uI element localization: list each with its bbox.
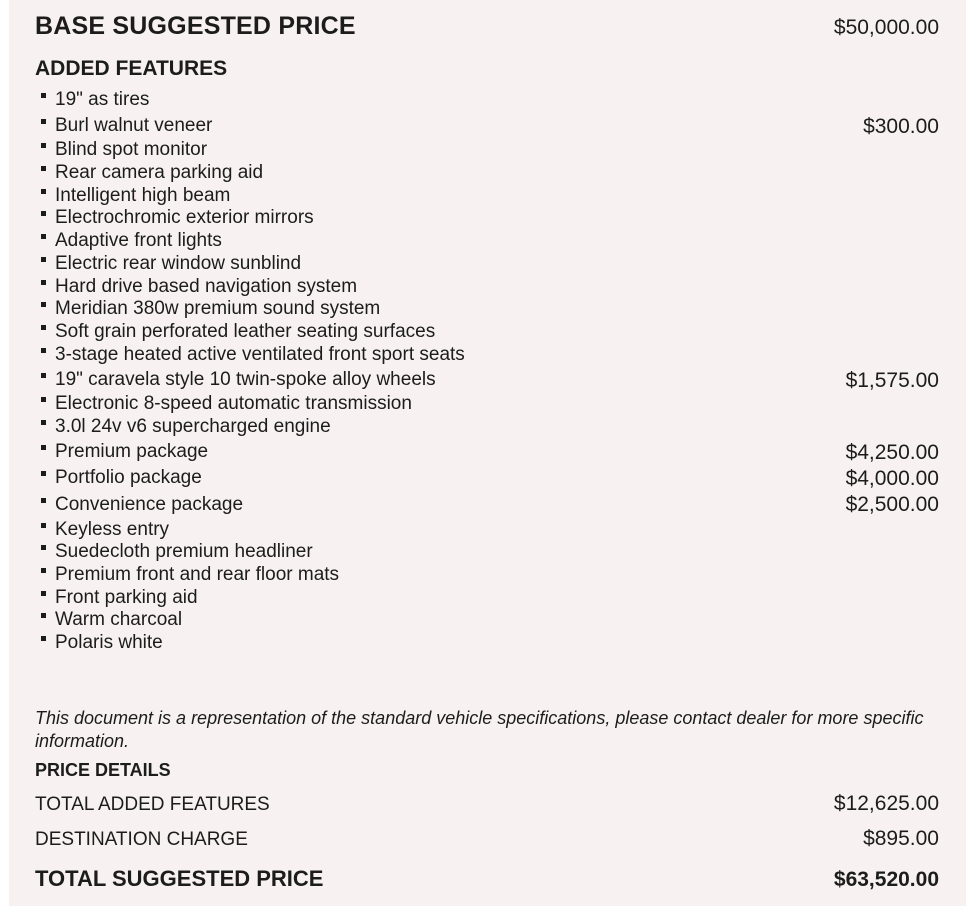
list-item (35, 609, 939, 631)
feature-label: Electric rear window sunblind (55, 253, 302, 274)
list-item (35, 416, 939, 438)
bullet-icon (41, 302, 46, 307)
list-item (35, 253, 939, 275)
feature-label: 19" caravela style 10 twin-spoke alloy wheels (55, 369, 436, 390)
list-item (35, 344, 939, 366)
bullet-icon (41, 498, 46, 503)
base-price-value: $50,000.00 (833, 16, 939, 39)
bullet-icon (41, 325, 46, 330)
feature-label: Electronic 8-speed automatic transmission (55, 393, 412, 414)
feature-label: Polaris white (55, 632, 163, 653)
bullet-icon (41, 636, 46, 641)
bullet-icon (41, 143, 46, 148)
destination-charge-label: DESTINATION CHARGE (35, 829, 248, 850)
total-added-features-label: TOTAL ADDED FEATURES (35, 794, 270, 815)
price-sheet (9, 0, 966, 906)
feature-price: $300.00 (863, 115, 939, 138)
feature-label: Hard drive based navigation system (55, 276, 358, 297)
destination-charge-row (35, 827, 939, 851)
feature-label: Premium package (55, 441, 209, 462)
feature-label: Warm charcoal (55, 609, 183, 630)
list-item (35, 367, 939, 391)
list-item (35, 541, 939, 563)
list-item (35, 139, 939, 161)
bullet-icon (41, 591, 46, 596)
list-item (35, 393, 939, 415)
bullet-icon (41, 373, 46, 378)
bullet-icon (41, 523, 46, 528)
feature-label: Convenience package (55, 494, 244, 515)
feature-label: 3-stage heated active ventilated front sport seats (55, 344, 465, 365)
base-price-label: BASE SUGGESTED PRICE (35, 12, 356, 40)
list-item (35, 162, 939, 184)
list-item (35, 113, 939, 137)
list-item (35, 185, 939, 207)
feature-label: Suedecloth premium headliner (55, 541, 313, 562)
total-suggested-price-row (35, 866, 939, 892)
base-price-row (35, 12, 939, 41)
list-item (35, 564, 939, 586)
feature-label: Premium front and rear floor mats (55, 564, 340, 585)
bullet-icon (41, 234, 46, 239)
list-item (35, 89, 939, 111)
list-item (35, 207, 939, 229)
feature-label: 19" as tires (55, 89, 150, 110)
feature-price: $4,000.00 (845, 467, 939, 490)
bullet-icon (41, 93, 46, 98)
list-item (35, 519, 939, 541)
bullet-icon (41, 211, 46, 216)
list-item (35, 492, 939, 516)
feature-label: Meridian 380w premium sound system (55, 298, 381, 319)
price-details-heading-row (35, 760, 939, 781)
bullet-icon (41, 189, 46, 194)
bullet-icon (41, 257, 46, 262)
list-item (35, 321, 939, 343)
total-added-features-value: $12,625.00 (833, 792, 939, 815)
bullet-icon (41, 119, 46, 124)
feature-price: $1,575.00 (845, 369, 939, 392)
feature-label: Burl walnut veneer (55, 115, 213, 136)
total-suggested-price-label: TOTAL SUGGESTED PRICE (35, 866, 324, 891)
list-item (35, 587, 939, 609)
list-item (35, 298, 939, 320)
bullet-icon (41, 545, 46, 550)
feature-price: $4,250.00 (845, 441, 939, 464)
bullet-icon (41, 613, 46, 618)
total-suggested-price-value: $63,520.00 (833, 868, 939, 891)
added-features-heading: ADDED FEATURES (35, 57, 228, 80)
bullet-icon (41, 445, 46, 450)
bullet-icon (41, 397, 46, 402)
feature-label: 3.0l 24v v6 supercharged engine (55, 416, 331, 437)
list-item (35, 465, 939, 489)
total-added-features-row (35, 792, 939, 816)
added-features-heading-row (35, 57, 939, 81)
price-details-heading: PRICE DETAILS (35, 760, 171, 780)
bullet-icon (41, 420, 46, 425)
bullet-icon (41, 166, 46, 171)
feature-price: $2,500.00 (845, 493, 939, 516)
bullet-icon (41, 348, 46, 353)
feature-label: Blind spot monitor (55, 139, 208, 160)
bullet-icon (41, 471, 46, 476)
feature-label: Soft grain perforated leather seating surfaces (55, 321, 436, 342)
list-item (35, 230, 939, 252)
feature-label: Intelligent high beam (55, 185, 231, 206)
feature-label: Rear camera parking aid (55, 162, 264, 183)
destination-charge-value: $895.00 (863, 827, 939, 850)
list-item (35, 439, 939, 463)
list-item (35, 632, 939, 654)
feature-label: Portfolio package (55, 467, 202, 488)
bullet-icon (41, 280, 46, 285)
feature-label: Keyless entry (55, 519, 170, 540)
feature-label: Front parking aid (55, 587, 198, 608)
feature-label: Adaptive front lights (55, 230, 222, 251)
list-item (35, 276, 939, 298)
bullet-icon (41, 568, 46, 573)
disclaimer-text: This document is a representation of the standard vehicle specifications, please contact dealer for more specific information. (35, 708, 924, 751)
feature-label: Electrochromic exterior mirrors (55, 207, 314, 228)
